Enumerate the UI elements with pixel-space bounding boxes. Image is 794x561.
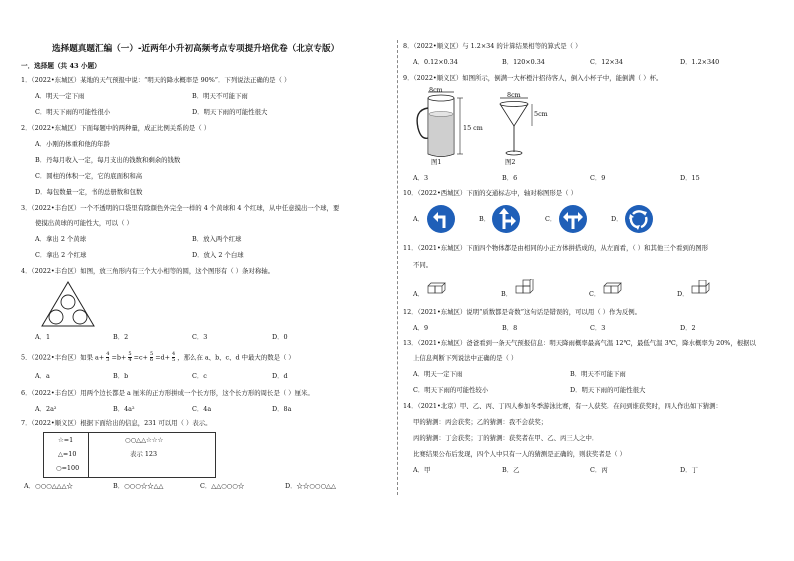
option-a: A．3 <box>413 174 429 182</box>
option-d: D．0 <box>272 333 288 341</box>
option-a: A．○○○△△△☆ <box>24 482 73 490</box>
option-b: B．明天不可能下雨 <box>570 370 626 378</box>
option-b: B． <box>501 290 513 298</box>
option-b: B．○○○☆☆△△ <box>113 482 164 490</box>
option-d: D．15 <box>680 174 700 182</box>
question-stem: 6．（2022•丰台区）用两个边长都是 a 厘米的正方形拼成一个长方形，这个长方形的周长是（ ）厘米。 <box>21 389 314 397</box>
option-c: C．明天下雨的可能性较小 <box>413 386 489 394</box>
straight-or-right-sign-icon <box>491 204 521 234</box>
option-c: C．12×34 <box>590 58 623 66</box>
option-d: D．☆☆○○○△△ <box>285 482 336 490</box>
option-d: D．8a <box>272 405 292 413</box>
option-b: B．明天不可能下雨 <box>192 92 248 100</box>
option-c: C．4a <box>192 405 212 413</box>
question-stem: 11．（2021•东城区）下面四个物体都是由相同的小正方体拼搭成的，从左面看，（ ）和其他三个看到的图形 <box>403 244 708 252</box>
option-c: C．丙 <box>590 466 608 474</box>
question-stem: 7．（2022•顺义区）根据下面给出的信息，231 可以用（ ）表示。 <box>21 419 212 427</box>
left-right-sign-icon <box>558 204 588 234</box>
option-c: C．圆柱的体积一定，它的底面积和高 <box>35 172 143 180</box>
option-d: D．明天下雨的可能性很大 <box>192 108 268 116</box>
result-line: 比赛结果公布后发现，四个人中只有一人的猜测是正确的，则获奖者是（ ） <box>413 450 626 458</box>
option-b: B．乙 <box>502 466 520 474</box>
question-stem: 9．（2022•顺义区）如图所示，倒满一大杯橙汁招待客人，倒入小杯子中，能倒满（ ）杯。 <box>403 74 663 82</box>
option-a: A．2a² <box>35 405 57 413</box>
option-b: B． <box>479 215 491 223</box>
fraction: $\frac{4}{5}$ <box>172 351 176 363</box>
option-b: B．8 <box>502 324 518 332</box>
option-a: A． <box>413 290 425 298</box>
option-c: C． <box>589 290 601 298</box>
question-stem: 3．（2022•丰台区）一个不透明的口袋里有除颜色外完全一样的 4 个黄球和 4 个红球，从中任意摸出一个球，要 <box>21 204 340 212</box>
question-stem: 2．（2022•东城区）下面每题中的两种量，成正比例关系的是（ ） <box>21 124 211 132</box>
legend-circle: ○=100 <box>56 464 80 472</box>
option-d: D． <box>677 290 689 298</box>
cone-glass-figure <box>494 86 554 166</box>
option-b: B．120×0.34 <box>502 58 545 66</box>
option-c: C．明天下雨的可能性很小 <box>35 108 111 116</box>
figure-1-caption: 图1 <box>431 158 442 166</box>
cube-stack-a-icon <box>426 280 446 296</box>
page-title: 选择题真题汇编（一）-近两年小升初高频考点专项提升培优卷（北京专版） <box>52 44 340 54</box>
section-heading: 一．选择题（共 43 小题） <box>21 62 101 70</box>
cube-stack-c-icon <box>602 280 624 296</box>
column-divider <box>397 40 398 495</box>
option-b: B．放入两个红球 <box>192 235 242 243</box>
legend-triangle: △=10 <box>58 450 77 458</box>
example-meaning: 表示 123 <box>130 450 158 458</box>
fraction: $\frac{4}{3}$ <box>106 351 110 363</box>
large-cup-diameter-label: 8cm <box>429 86 443 94</box>
option-a: A．明天一定下雨 <box>35 92 85 100</box>
option-b: B．6 <box>502 174 518 182</box>
question-stem: 10．（2022•西城区）下面的交通标志中，轴对称图形是（ ） <box>403 189 577 197</box>
option-c: C．△△○○○☆ <box>200 482 245 490</box>
option-b: B．b <box>113 372 129 380</box>
option-d: D．1.2×340 <box>680 58 720 66</box>
question-stem: 13．（2021•东城区）爸爸看到一条天气预报信息：明天降雨概率最高气温 12℃，最低气温 3℃，降水概率为 20%，根据以 <box>403 339 756 347</box>
example-symbols: ○○△△☆☆☆ <box>125 436 164 444</box>
option-d: D．放入 2 个白球 <box>192 251 244 259</box>
fraction: $\frac{5}{4}$ <box>128 351 132 363</box>
roundabout-sign-icon <box>624 204 654 234</box>
question-stem-continued: 使摸出黄球的可能性大，可以（ ） <box>35 219 133 227</box>
option-a: A．小刚的体重和他的年龄 <box>35 140 110 148</box>
question-stem: 5．（2022•丰台区）如果 a+ $\frac{4}{3}$ =b+ $\frac{5}{4}$ =c+ $\frac{5}{6}$ =d+ $\frac{4}{5}$ ，那么在 a、b、c、d 中最大的数是（ ） <box>21 351 295 363</box>
question-stem: 14．（2021•北京）甲、乙、丙、丁四人参加冬季游泳比赛，有一人获奖．在问到谁获奖时，四人作出如下猜测： <box>403 402 722 410</box>
turn-left-sign-icon <box>426 204 456 234</box>
option-c: C．c <box>192 372 207 380</box>
cube-stack-d-icon <box>690 280 712 296</box>
option-d: D．丁 <box>680 466 698 474</box>
question-stem: 12．（2021•东城区）说明“质数都是奇数”这句话是错误的，可以用（ ）作为反例。 <box>403 308 642 316</box>
cone-height-label: 5cm <box>534 110 548 118</box>
option-a: A．明天一定下雨 <box>413 370 463 378</box>
option-a: A． <box>413 215 425 223</box>
option-b: B．丹每月收入一定，每月支出的钱数和剩余的钱数 <box>35 156 181 164</box>
question-stem: 8．（2022•顺义区）与 1.2×34 的计算结果相等的算式是（ ） <box>403 42 582 50</box>
option-a: A．1 <box>35 333 51 341</box>
option-c: C．3 <box>192 333 208 341</box>
cube-stack-b-icon <box>514 279 536 296</box>
symbol-legend-table <box>43 432 216 478</box>
question-stem-continued: 上信息判断下列说法中正确的是（ ） <box>413 354 518 362</box>
option-a: A．拿出 2 个黄球 <box>35 235 87 243</box>
option-c: C．3 <box>590 324 606 332</box>
guess-line-2: 丙的猜测：丁会获奖；丁的猜测：获奖者在甲、乙、丙三人之中． <box>413 434 599 442</box>
guess-line-1: 甲的猜测：丙会获奖；乙的猜测：我不会获奖； <box>413 418 548 426</box>
question-stem: 1．（2022•东城区）某地的天气预报中说：“明天的降水概率是 90%”．下列说法正确的是（ ） <box>21 76 291 84</box>
option-d: D． <box>611 215 623 223</box>
option-c: C．9 <box>590 174 606 182</box>
option-a: A．a <box>35 372 50 380</box>
option-c: C．拿出 2 个红球 <box>35 251 87 259</box>
figure-2-caption: 图2 <box>505 158 516 166</box>
option-d: D．明天下雨的可能性很大 <box>570 386 646 394</box>
large-cup-height-label: 15 cm <box>463 124 483 132</box>
option-a: A．9 <box>413 324 429 332</box>
triangle-three-circles-figure <box>40 280 96 328</box>
option-d: D．2 <box>680 324 696 332</box>
fraction: $\frac{5}{6}$ <box>149 351 154 363</box>
option-a: A．0.12×0.34 <box>413 58 458 66</box>
option-d: D．d <box>272 372 288 380</box>
legend-star: ☆=1 <box>58 436 74 444</box>
question-stem: 4．（2022•丰台区）如图，放三角形内有三个大小相等的圆，这个图形有（ ）条对称轴。 <box>21 267 274 275</box>
option-d: D．每包数量一定，书的总册数和包数 <box>35 188 143 196</box>
option-b: B．4a² <box>113 405 135 413</box>
question-stem-continued: 不同。 <box>413 261 433 269</box>
option-c: C． <box>545 215 557 223</box>
option-a: A．甲 <box>413 466 431 474</box>
cone-diameter-label: 8cm <box>507 91 521 99</box>
option-b: B．2 <box>113 333 129 341</box>
